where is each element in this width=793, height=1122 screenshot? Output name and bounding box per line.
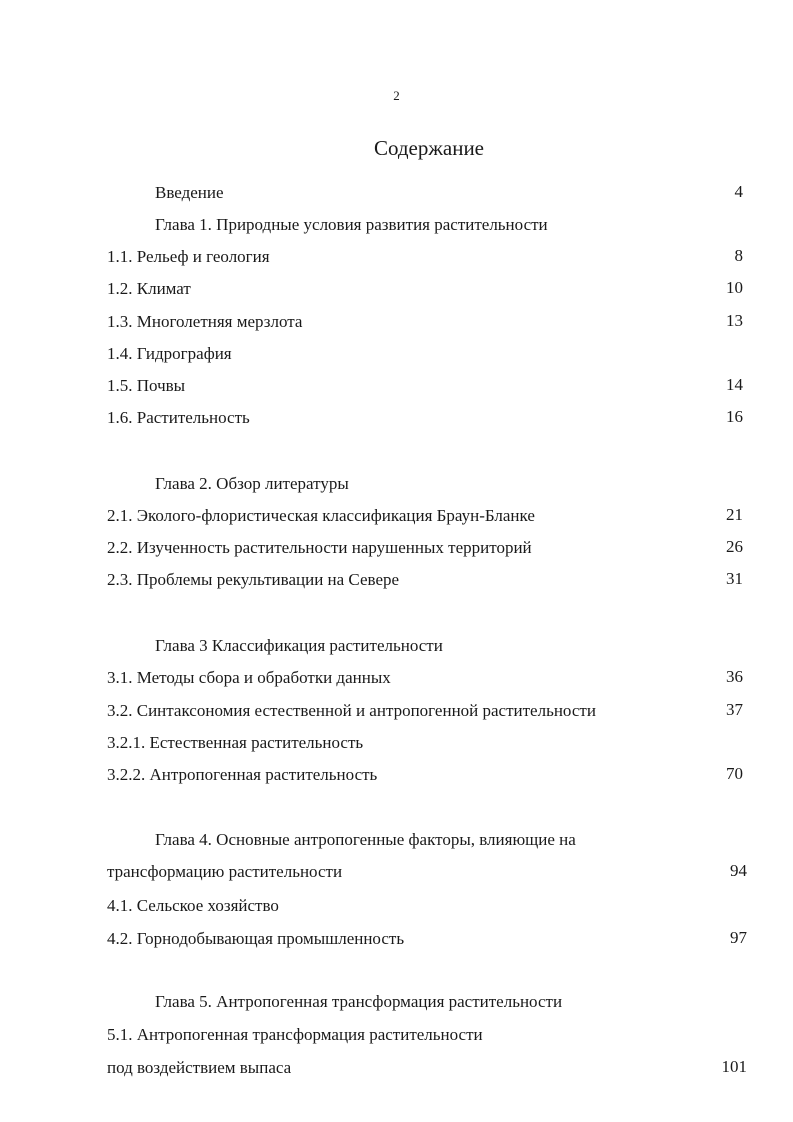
toc-chapter-4-cont: трансформацию растительности	[107, 862, 343, 881]
toc-page-2-2: 26	[726, 537, 743, 556]
toc-page-2-3: 31	[726, 569, 743, 588]
toc-entry-4-1: 4.1. Сельское хозяйство	[107, 896, 279, 915]
toc-title: Содержание	[373, 136, 485, 160]
toc-chapter-2: Глава 2. Обзор литературы	[155, 474, 349, 493]
page-number: 2	[393, 88, 400, 103]
toc-page-2-1: 21	[726, 505, 743, 524]
toc-page-1-3: 13	[726, 311, 743, 330]
toc-page-1-2: 10	[726, 278, 743, 297]
toc-entry-2-3: 2.3. Проблемы рекультивации на Севере	[107, 570, 400, 589]
toc-page-5-1: 101	[721, 1057, 747, 1076]
toc-entry-5-1: 5.1. Антропогенная трансформация растительности	[107, 1025, 483, 1044]
toc-page-4-2: 97	[730, 928, 747, 947]
toc-entry-1-2: 1.2. Климат	[107, 279, 191, 298]
toc-entry-1-6: 1.6. Растительность	[107, 408, 250, 427]
toc-entry-1-5: 1.5. Почвы	[107, 376, 186, 395]
toc-chapter-4: Глава 4. Основные антропогенные факторы, влияющие на	[155, 830, 576, 849]
toc-chapter-5: Глава 5. Антропогенная трансформация растительности	[155, 992, 563, 1011]
toc-entry-3-2-1: 3.2.1. Естественная растительность	[107, 733, 364, 752]
toc-entry-2-1: 2.1. Эколого-флористическая классификация Браун-Бланке	[107, 506, 535, 525]
toc-entry-2-2: 2.2. Изученность растительности нарушенных территорий	[107, 538, 532, 557]
toc-page-1-1: 8	[734, 246, 743, 265]
toc-page-chapter-4: 94	[730, 861, 747, 880]
toc-entry-intro: Введение	[155, 183, 224, 202]
toc-page-1-5: 14	[726, 375, 743, 394]
toc-entry-3-1: 3.1. Методы сбора и обработки данных	[107, 668, 391, 687]
toc-entry-1-3: 1.3. Многолетняя мерзлота	[107, 312, 303, 331]
toc-entry-3-2-2: 3.2.2. Антропогенная растительность	[107, 765, 378, 784]
toc-entry-4-2: 4.2. Горнодобывающая промышленность	[107, 929, 405, 948]
toc-page-3-1: 36	[726, 667, 743, 686]
toc-entry-1-4: 1.4. Гидрография	[107, 344, 232, 363]
toc-chapter-3: Глава 3 Классификация растительности	[155, 636, 443, 655]
toc-entry-5-1-cont: под воздействием выпаса	[107, 1058, 292, 1077]
toc-page-3-2: 37	[726, 700, 743, 719]
toc-chapter-1: Глава 1. Природные условия развития растительности	[155, 215, 548, 234]
toc-entry-3-2: 3.2. Синтаксономия естественной и антропогенной растительности	[107, 701, 596, 720]
toc-page-1-6: 16	[726, 407, 743, 426]
toc-page-intro: 4	[734, 182, 743, 201]
toc-entry-1-1: 1.1. Рельеф и геология	[107, 247, 270, 266]
toc-page-3-2-2: 70	[726, 764, 743, 783]
